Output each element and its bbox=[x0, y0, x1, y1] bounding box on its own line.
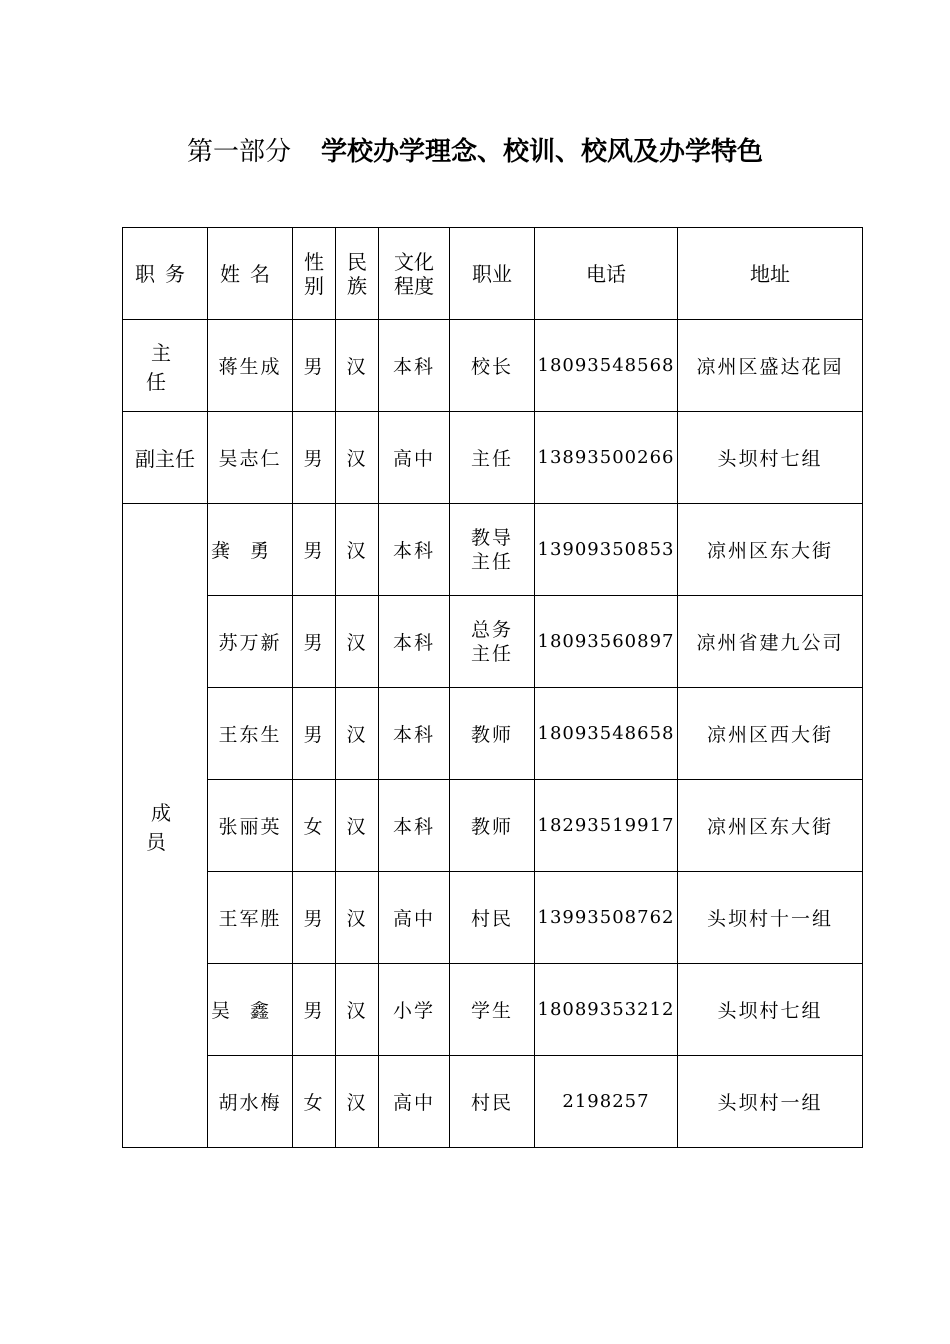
cell-address: 头坝村一组 bbox=[678, 1056, 863, 1148]
table-row bbox=[123, 780, 863, 872]
member-table bbox=[122, 227, 863, 1148]
cell-address: 凉州省建九公司 bbox=[678, 596, 863, 688]
cell-job: 教师 bbox=[450, 780, 535, 872]
cell-ethnicity: 汉 bbox=[336, 504, 379, 596]
cell-address: 凉州区东大街 bbox=[678, 504, 863, 596]
cell-gender: 女 bbox=[293, 1056, 336, 1148]
cell-phone: 18093560897 bbox=[535, 596, 678, 688]
cell-name: 蒋生成 bbox=[208, 320, 293, 412]
cell-job: 教导主任 bbox=[450, 504, 535, 596]
table-row bbox=[123, 504, 863, 596]
cell-job: 村民 bbox=[450, 872, 535, 964]
cell-job: 主任 bbox=[450, 412, 535, 504]
cell-address: 头坝村七组 bbox=[678, 412, 863, 504]
cell-ethnicity: 汉 bbox=[336, 688, 379, 780]
cell-job: 村民 bbox=[450, 1056, 535, 1148]
cell-address: 凉州区西大街 bbox=[678, 688, 863, 780]
cell-education: 高中 bbox=[379, 1056, 450, 1148]
cell-phone: 18293519917 bbox=[535, 780, 678, 872]
cell-phone: 13993508762 bbox=[535, 872, 678, 964]
header-ethnicity: 民族 bbox=[336, 228, 379, 320]
table-row bbox=[123, 320, 863, 412]
cell-ethnicity: 汉 bbox=[336, 412, 379, 504]
table-row bbox=[123, 688, 863, 780]
role-director: 主任 bbox=[123, 320, 208, 412]
cell-job: 校长 bbox=[450, 320, 535, 412]
title-part: 第一部分 bbox=[186, 137, 291, 167]
cell-name: 胡水梅 bbox=[208, 1056, 293, 1148]
cell-address: 凉州区东大街 bbox=[678, 780, 863, 872]
cell-education: 高中 bbox=[379, 412, 450, 504]
cell-education: 本科 bbox=[379, 320, 450, 412]
role-members: 成员 bbox=[123, 504, 208, 1148]
cell-phone: 18089353212 bbox=[535, 964, 678, 1056]
cell-education: 本科 bbox=[379, 688, 450, 780]
cell-gender: 男 bbox=[293, 320, 336, 412]
cell-phone: 18093548568 bbox=[535, 320, 678, 412]
cell-education: 本科 bbox=[379, 504, 450, 596]
cell-gender: 女 bbox=[293, 780, 336, 872]
cell-address: 凉州区盛达花园 bbox=[678, 320, 863, 412]
cell-phone: 13893500266 bbox=[535, 412, 678, 504]
cell-name: 吴志仁 bbox=[208, 412, 293, 504]
cell-name: 吴鑫 bbox=[208, 964, 293, 1056]
cell-name: 张丽英 bbox=[208, 780, 293, 872]
cell-gender: 男 bbox=[293, 596, 336, 688]
table-row bbox=[123, 872, 863, 964]
page-title bbox=[0, 132, 950, 172]
cell-education: 小学 bbox=[379, 964, 450, 1056]
cell-phone: 13909350853 bbox=[535, 504, 678, 596]
cell-education: 本科 bbox=[379, 596, 450, 688]
cell-ethnicity: 汉 bbox=[336, 872, 379, 964]
cell-ethnicity: 汉 bbox=[336, 1056, 379, 1148]
cell-job: 总务主任 bbox=[450, 596, 535, 688]
header-phone: 电话 bbox=[535, 228, 678, 320]
table-row bbox=[123, 964, 863, 1056]
cell-name: 龚勇 bbox=[208, 504, 293, 596]
cell-address: 头坝村十一组 bbox=[678, 872, 863, 964]
cell-education: 本科 bbox=[379, 780, 450, 872]
header-role: 职务 bbox=[123, 228, 208, 320]
header-job: 职业 bbox=[450, 228, 535, 320]
header-row bbox=[123, 228, 863, 320]
cell-ethnicity: 汉 bbox=[336, 780, 379, 872]
cell-gender: 男 bbox=[293, 964, 336, 1056]
cell-name: 苏万新 bbox=[208, 596, 293, 688]
header-address: 地址 bbox=[678, 228, 863, 320]
cell-address: 头坝村七组 bbox=[678, 964, 863, 1056]
cell-gender: 男 bbox=[293, 504, 336, 596]
title-main: 学校办学理念、校训、校风及办学特色 bbox=[321, 137, 764, 167]
table-row bbox=[123, 1056, 863, 1148]
cell-job: 教师 bbox=[450, 688, 535, 780]
cell-education: 高中 bbox=[379, 872, 450, 964]
header-name: 姓名 bbox=[208, 228, 293, 320]
cell-phone: 18093548658 bbox=[535, 688, 678, 780]
role-deputy: 副主任 bbox=[123, 412, 208, 504]
cell-name: 王军胜 bbox=[208, 872, 293, 964]
header-education: 文化程度 bbox=[379, 228, 450, 320]
table-row bbox=[123, 412, 863, 504]
cell-gender: 男 bbox=[293, 872, 336, 964]
cell-job: 学生 bbox=[450, 964, 535, 1056]
cell-ethnicity: 汉 bbox=[336, 964, 379, 1056]
cell-gender: 男 bbox=[293, 688, 336, 780]
cell-name: 王东生 bbox=[208, 688, 293, 780]
header-gender: 性别 bbox=[293, 228, 336, 320]
table-row bbox=[123, 596, 863, 688]
cell-gender: 男 bbox=[293, 412, 336, 504]
cell-phone: 2198257 bbox=[535, 1056, 678, 1148]
cell-ethnicity: 汉 bbox=[336, 320, 379, 412]
cell-ethnicity: 汉 bbox=[336, 596, 379, 688]
